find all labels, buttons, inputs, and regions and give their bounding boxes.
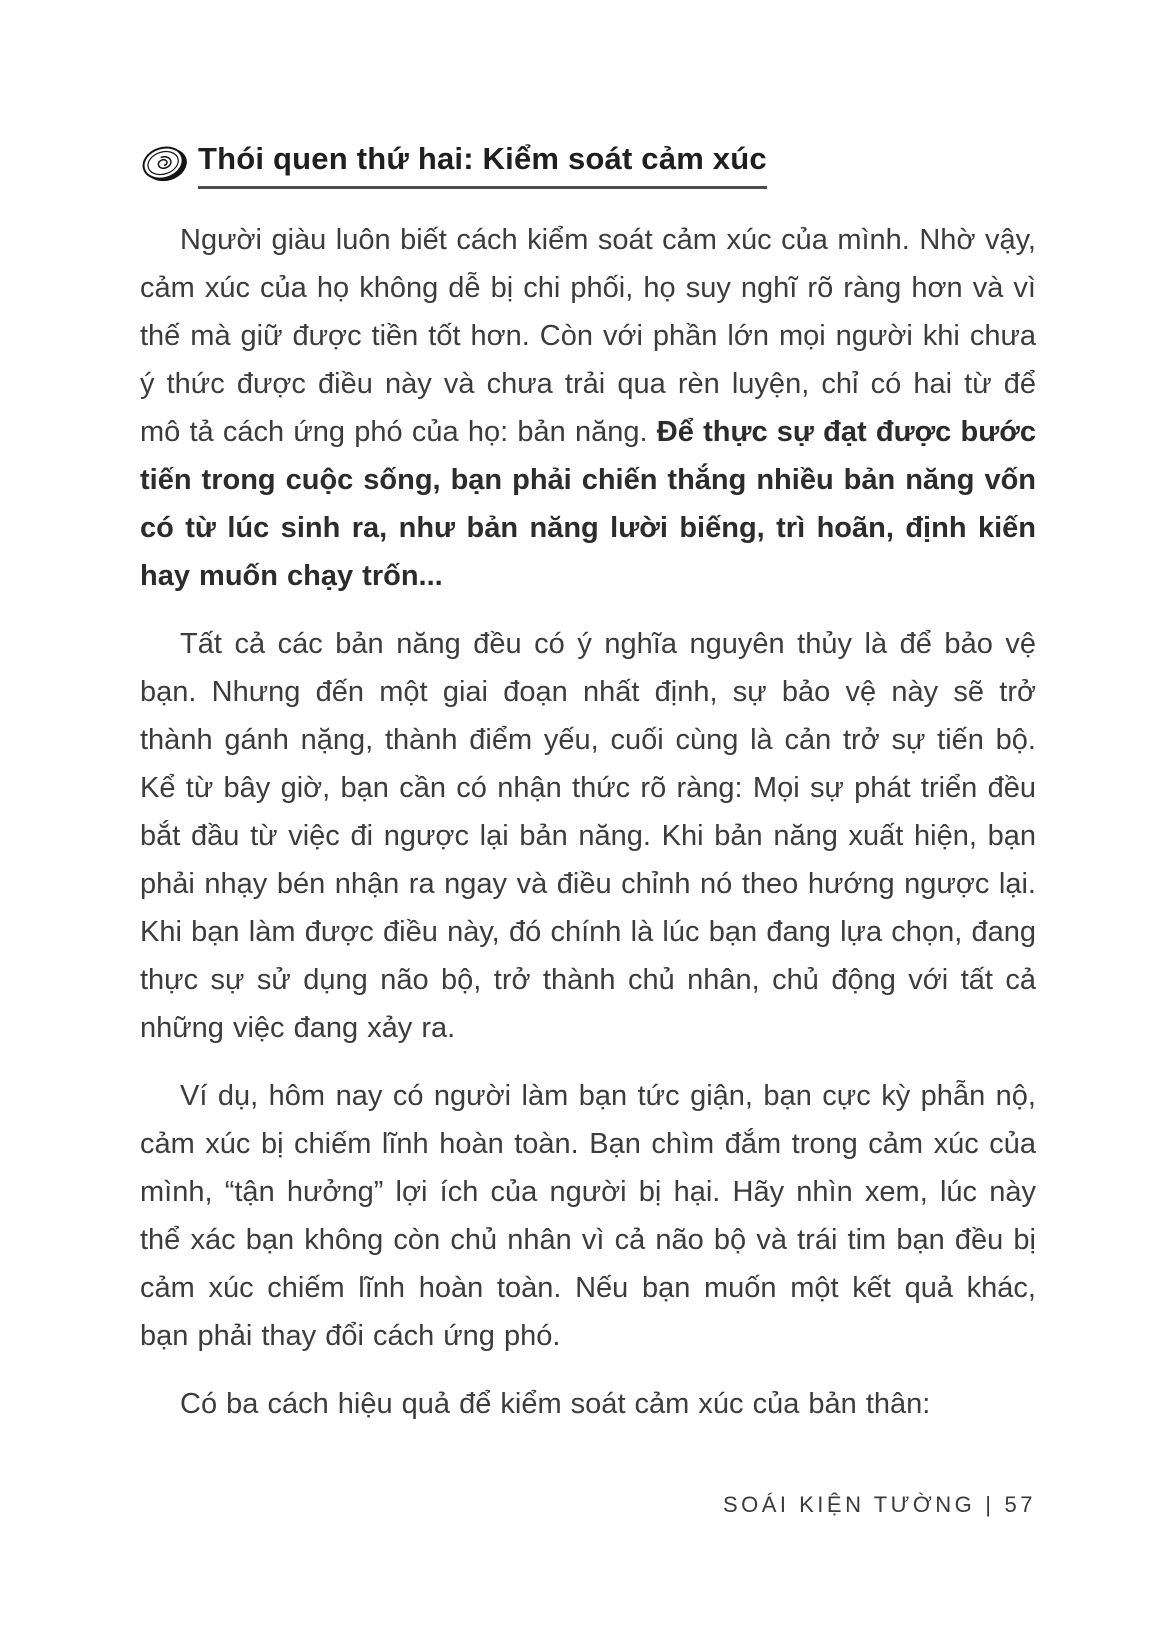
section-heading-text: Thói quen thứ hai: Kiểm soát cảm xúc (198, 140, 767, 189)
text-run-bold: Để thực sự đạt được bước tiến trong cuộc sống, bạn phải chiến thắng nhiều bản năng vốn có từ lúc sinh ra, như bản năng lười biếng, trì hoãn, định kiến hay muốn chạy trốn... (140, 416, 1036, 592)
text-run: Tất cả các bản năng đều có ý nghĩa nguyên thủy là để bảo vệ bạn. Nhưng đến một giai đoạn nhất định, sự bảo vệ này sẽ trở thành gánh nặng, thành điểm yếu, cuối cùng là cản trở sự tiến bộ. Kể từ bây giờ, bạn cần có nhận thức rõ ràng: Mọi sự phát triển đều bắt đầu từ việc đi ngược lại bản năng. Khi bản năng xuất hiện, bạn phải nhạy bén nhận ra ngay và điều chỉnh nó theo hướng ngược lại. Khi bạn làm được điều này, đó chính là lúc bạn đang lựa chọn, đang thực sự sử dụng não bộ, trở thành chủ nhân, chủ động với tất cả những việc đang xảy ra. (140, 628, 1036, 1044)
section-heading (140, 140, 1036, 190)
paragraph (140, 1380, 1036, 1428)
paragraph (140, 620, 1036, 1052)
book-title: SOÁI KIỆN TƯỜNG (722, 1492, 976, 1517)
text-run: Ví dụ, hôm nay có người làm bạn tức giận, bạn cực kỳ phẫn nộ, cảm xúc bị chiếm lĩnh hoàn toàn. Bạn chìm đắm trong cảm xúc của mình, “tận hưởng” lợi ích của người bị hại. Hãy nhìn xem, lúc này thể xác bạn không còn chủ nhân vì cả não bộ và trái tim bạn đều bị cảm xúc chiếm lĩnh hoàn toàn. Nếu bạn muốn một kết quả khác, bạn phải thay đổi cách ứng phó. (140, 1080, 1036, 1352)
page-number: 57 (1004, 1492, 1036, 1517)
page-footer (723, 1492, 1036, 1518)
coin-icon (140, 138, 190, 190)
text-run: Người giàu luôn biết cách kiểm soát cảm xúc của mình. Nhờ vậy, cảm xúc của họ không dễ bị chi phối, họ suy nghĩ rõ ràng hơn và vì thế mà giữ được tiền tốt hơn. Còn với phần lớn mọi người khi chưa ý thức được điều này và chưa trải qua rèn luyện, chỉ có hai từ để mô tả cách ứng phó của họ: bản năng. (140, 224, 1036, 448)
body-text (140, 216, 1036, 1428)
paragraph (140, 1072, 1036, 1360)
paragraph (140, 216, 1036, 600)
footer-separator: | (985, 1492, 995, 1517)
text-run: Có ba cách hiệu quả để kiểm soát cảm xúc của bản thân: (180, 1388, 931, 1420)
